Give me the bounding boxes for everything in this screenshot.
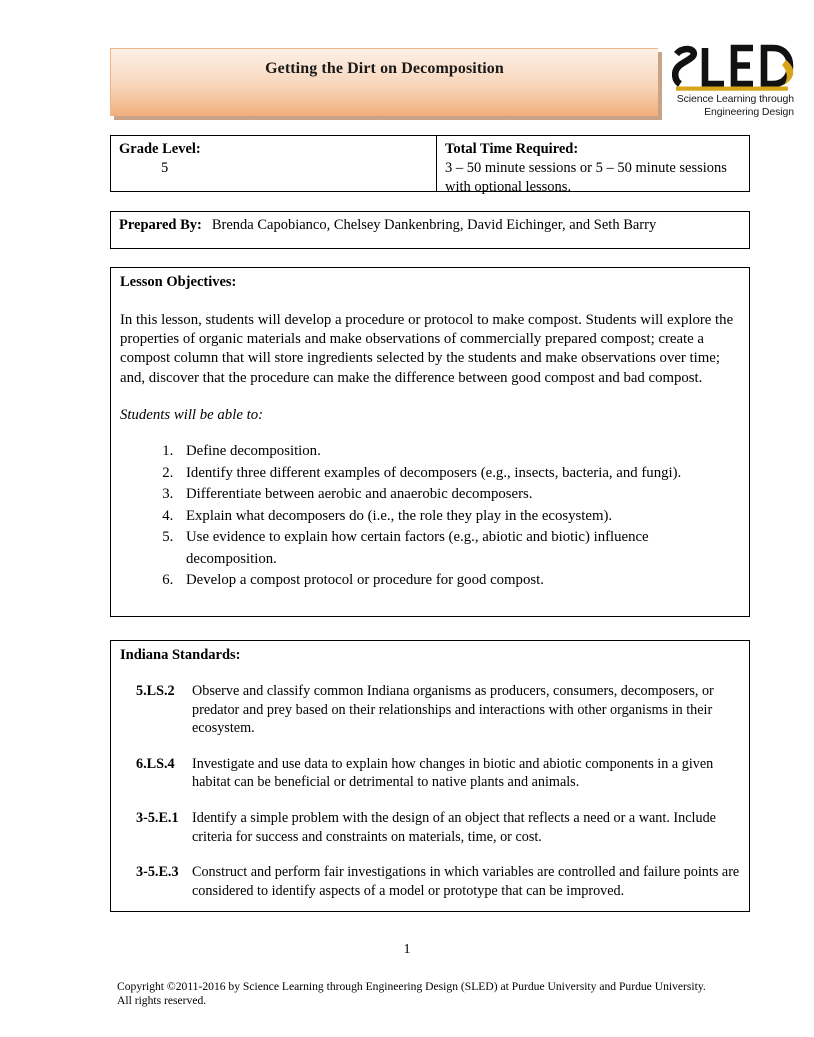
standard-code: 6.LS.4	[136, 755, 175, 772]
standard-text: Investigate and use data to explain how changes in biotic and abiotic components in a given habitat can be beneficial or detrimental to native plants and animals.	[192, 755, 714, 791]
standard-row	[120, 809, 741, 846]
list-item: 6. Develop a compost protocol or procedure for good compost.	[177, 570, 739, 592]
prepared-by-line	[119, 216, 741, 235]
sled-wordmark-icon	[672, 44, 798, 92]
list-item: 2. Identify three different examples of decomposers (e.g., insects, bacteria, and fungi).	[177, 463, 739, 485]
standard-row	[120, 682, 741, 738]
page-title: Getting the Dirt on Decomposition	[265, 60, 504, 77]
sled-logo	[672, 44, 798, 124]
standard-text: Observe and classify common Indiana organisms as producers, consumers, decomposers, or predator and prey based on their relationships and interactions with other organisms in their ecosystem.	[192, 683, 714, 737]
objectives-list	[120, 441, 739, 592]
grade-level-label: Grade Level:	[119, 141, 201, 157]
prepared-by-box	[110, 211, 750, 249]
objectives-lead-in: Students will be able to:	[120, 406, 264, 423]
sled-tagline-line-2: Engineering Design	[704, 106, 794, 118]
prepared-by-names: Brenda Capobianco, Chelsey Dankenbring, David Eichinger, and Seth Barry	[211, 217, 657, 233]
prepared-by-label: Prepared By:	[119, 217, 202, 233]
standard-row	[120, 755, 741, 792]
title-banner	[110, 48, 658, 116]
list-item: 5. Use evidence to explain how certain factors (e.g., abiotic and biotic) influence decomposition.	[177, 527, 739, 570]
total-time-value: 3 – 50 minute sessions or 5 – 50 minute sessions with optional lessons.	[445, 160, 727, 195]
lesson-objectives-paragraph: In this lesson, students will develop a procedure or protocol to make compost. Students will explore the properties of organic materials and make observations of commercially prepared compost; create a compost column that will store ingredients selected by the students and make observations over time; and, discover that the procedure can make the difference between good compost and bad compost.	[120, 312, 734, 386]
list-item: 3. Differentiate between aerobic and anaerobic decomposers.	[177, 484, 739, 506]
lesson-objectives-heading: Lesson Objectives:	[120, 274, 237, 290]
total-time-cell	[437, 136, 749, 197]
standard-code: 5.LS.2	[136, 683, 175, 699]
grade-level-value: 5	[161, 160, 169, 176]
standard-code: 3-5.E.3	[136, 864, 179, 881]
indiana-standards-heading: Indiana Standards:	[120, 647, 241, 663]
page-number: 1	[403, 942, 411, 957]
info-table	[110, 135, 750, 195]
copyright-line-1: Copyright ©2011-2016 by Science Learning through Engineering Design (SLED) at Purdue University and Purdue University.	[117, 980, 706, 993]
sled-tagline-line-1: Science Learning through	[676, 93, 794, 105]
lesson-objectives-box	[110, 267, 750, 617]
standard-row	[120, 863, 741, 900]
document-header	[0, 0, 814, 130]
indiana-standards-box	[110, 640, 750, 912]
copyright-notice	[117, 980, 757, 1008]
standard-text: Construct and perform fair investigations in which variables are controlled and failure points are considered to identify aspects of a model or prototype that can be improved.	[192, 864, 740, 899]
sled-tagline	[672, 93, 794, 119]
standard-text: Identify a simple problem with the design of an object that reflects a need or a want. Include criteria for success and constraints on materials, time, or cost.	[192, 809, 716, 845]
list-item: 1. Define decomposition.	[177, 441, 739, 463]
grade-level-cell	[111, 136, 436, 178]
total-time-label: Total Time Required:	[445, 141, 579, 157]
list-item: 4. Explain what decomposers do (i.e., the role they play in the ecosystem).	[177, 506, 739, 528]
copyright-line-2: All rights reserved.	[117, 994, 207, 1007]
standard-code: 3-5.E.1	[136, 809, 179, 826]
